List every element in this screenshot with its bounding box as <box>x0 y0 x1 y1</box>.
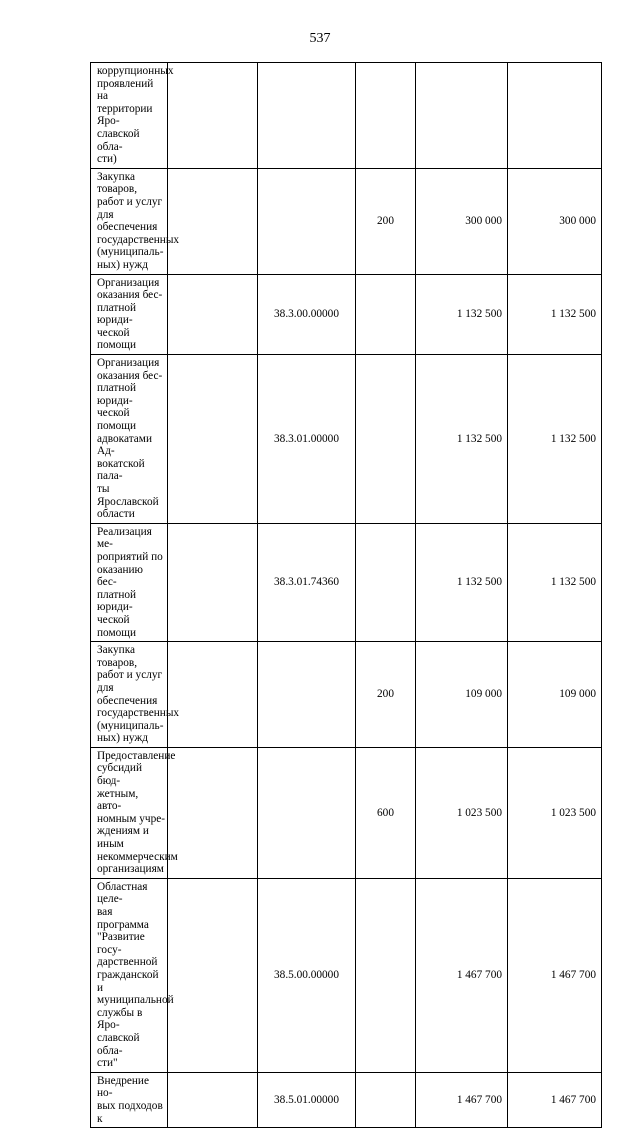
row-description: Закупка товаров, работ и услуг для обеспечения государственных (муниципаль- ных) нужд <box>91 642 168 748</box>
row-sum-2: 1 467 700 <box>508 1072 602 1127</box>
row-expense-type <box>356 878 416 1072</box>
row-sum-1 <box>416 63 508 169</box>
row-description: коррупционных проявлений на территории Яро- славской обла- сти) <box>91 63 168 169</box>
row-sum-1: 109 000 <box>416 642 508 748</box>
row-sum-2: 1 132 500 <box>508 355 602 524</box>
row-description: Организация оказания бес- платной юриди- ческой помощи <box>91 274 168 355</box>
table-row <box>91 63 602 169</box>
row-code: 38.5.01.00000 <box>258 1072 356 1127</box>
row-sum-1: 1 132 500 <box>416 523 508 641</box>
row-expense-type: 200 <box>356 168 416 274</box>
row-blank-cell <box>168 523 258 641</box>
row-blank-cell <box>168 642 258 748</box>
row-blank-cell <box>168 747 258 878</box>
table-row <box>91 168 602 274</box>
row-code <box>258 168 356 274</box>
row-sum-1: 1 467 700 <box>416 878 508 1072</box>
row-sum-1: 1 132 500 <box>416 274 508 355</box>
row-expense-type <box>356 274 416 355</box>
row-sum-2: 1 467 700 <box>508 878 602 1072</box>
row-blank-cell <box>168 168 258 274</box>
row-description: Реализация ме- роприятий по оказанию бес- платной юриди- ческой помощи <box>91 523 168 641</box>
row-description: Организация оказания бес- платной юриди- ческой помощи адвокатами Ад- вокатской пала- ты Ярославской области <box>91 355 168 524</box>
row-sum-2: 1 132 500 <box>508 523 602 641</box>
row-expense-type <box>356 355 416 524</box>
row-code: 38.5.00.00000 <box>258 878 356 1072</box>
row-expense-type <box>356 523 416 641</box>
row-sum-2: 109 000 <box>508 642 602 748</box>
row-blank-cell <box>168 878 258 1072</box>
row-description: Закупка товаров, работ и услуг для обеспечения государственных (муниципаль- ных) нужд <box>91 168 168 274</box>
row-code: 38.3.01.74360 <box>258 523 356 641</box>
row-blank-cell <box>168 1072 258 1127</box>
row-code <box>258 63 356 169</box>
table-row <box>91 642 602 748</box>
table-row <box>91 878 602 1072</box>
row-blank-cell <box>168 355 258 524</box>
page-number: 537 <box>309 31 331 46</box>
row-sum-1: 1 132 500 <box>416 355 508 524</box>
budget-table <box>90 62 602 1128</box>
table-row <box>91 274 602 355</box>
row-sum-2: 1 023 500 <box>508 747 602 878</box>
row-description: Областная целе- вая программа "Развитие госу- дарственной гражданской и муниципальной службы в Яро- славской обла- сти" <box>91 878 168 1072</box>
row-description: Предоставление субсидий бюд- жетным, авто- номным учре- ждениям и иным некоммерческим организациям <box>91 747 168 878</box>
row-sum-2: 300 000 <box>508 168 602 274</box>
row-sum-1: 1 467 700 <box>416 1072 508 1127</box>
row-description: Внедрение но- вых подходов к <box>91 1072 168 1127</box>
table-row <box>91 523 602 641</box>
row-code: 38.3.01.00000 <box>258 355 356 524</box>
row-code: 38.3.00.00000 <box>258 274 356 355</box>
table-row <box>91 355 602 524</box>
row-code <box>258 642 356 748</box>
row-sum-1: 1 023 500 <box>416 747 508 878</box>
row-sum-2 <box>508 63 602 169</box>
row-expense-type <box>356 63 416 169</box>
table-row <box>91 1072 602 1127</box>
row-expense-type: 600 <box>356 747 416 878</box>
row-blank-cell <box>168 63 258 169</box>
row-blank-cell <box>168 274 258 355</box>
row-expense-type <box>356 1072 416 1127</box>
table-row <box>91 747 602 878</box>
row-sum-1: 300 000 <box>416 168 508 274</box>
row-sum-2: 1 132 500 <box>508 274 602 355</box>
row-code <box>258 747 356 878</box>
row-expense-type: 200 <box>356 642 416 748</box>
